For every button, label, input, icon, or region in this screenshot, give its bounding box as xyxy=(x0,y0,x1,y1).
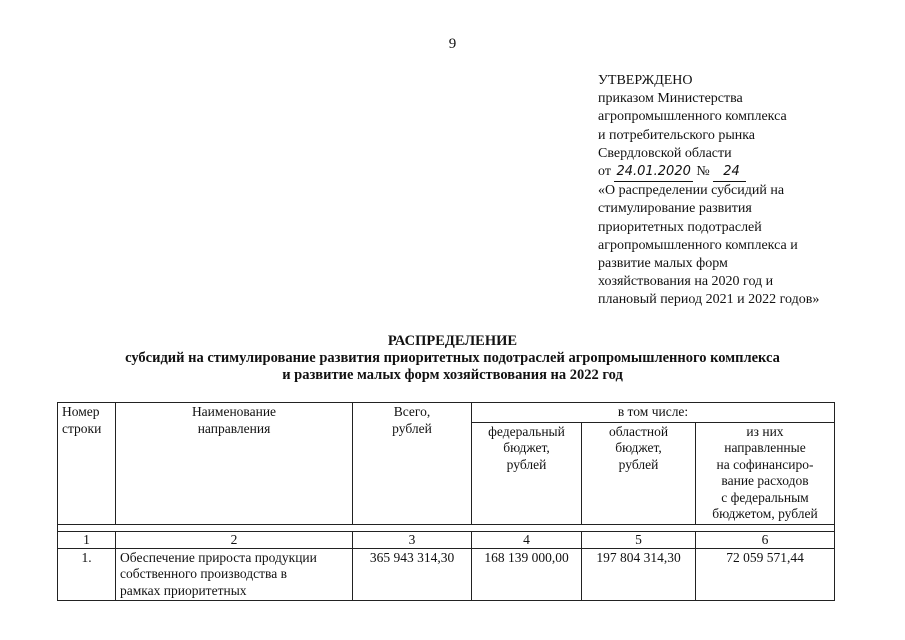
heading-subtitle: и развитие малых форм хозяйствования на 2022 год xyxy=(282,367,623,383)
approval-line: УТВЕРЖДЕНО xyxy=(598,73,693,88)
header-total: Всего, рублей xyxy=(353,403,472,525)
header-regional-budget: областной бюджет, рублей xyxy=(582,422,696,524)
page-number: 9 xyxy=(448,36,457,52)
column-number: 3 xyxy=(353,531,472,548)
column-number: 1 xyxy=(58,531,116,548)
approval-line: и потребительского рынка xyxy=(598,127,756,143)
header-federal-budget: федеральный бюджет, рублей xyxy=(472,422,582,524)
row-direction-name: Обеспечение прироста продукции собственного производства в рамках приоритетных xyxy=(116,548,353,601)
header-cofinancing: из них направленные на софинансиро- вание расходов с федеральным бюджетом, рублей xyxy=(696,422,835,524)
header-row-number: Номер строки xyxy=(58,403,116,525)
header-including: в том числе: xyxy=(472,403,835,423)
heading-subtitle: субсидий на стимулирование развития приоритетных подотраслей агропромышленного комплекса xyxy=(125,350,780,366)
order-title-line: «О распределении субсидий на xyxy=(598,183,785,199)
approval-line: приказом Министерства xyxy=(598,91,743,107)
table-spacer xyxy=(58,524,835,531)
approval-date-line xyxy=(598,163,898,182)
heading-title: РАСПРЕДЕЛЕНИЕ xyxy=(387,333,518,349)
order-title-line: приоритетных подотраслей xyxy=(598,219,762,235)
document-heading xyxy=(0,333,905,384)
table-header-row xyxy=(58,403,835,423)
order-title-line: развитие малых форм xyxy=(598,256,728,272)
order-title-line: хозяйствования на 2020 год и xyxy=(598,274,774,290)
column-number: 5 xyxy=(582,531,696,548)
handwritten-date: 24.01.2020 xyxy=(614,163,692,182)
column-number-row xyxy=(58,531,835,548)
order-title-line: агропромышленного комплекса и xyxy=(598,237,798,253)
row-regional: 197 804 314,30 xyxy=(582,548,696,601)
column-number: 4 xyxy=(472,531,582,548)
table-row xyxy=(58,548,835,601)
row-number: 1. xyxy=(58,548,116,601)
approval-line: Свердловской области xyxy=(598,145,732,161)
number-sign: № xyxy=(696,164,710,180)
row-cofinancing: 72 059 571,44 xyxy=(696,548,835,601)
header-direction-name: Наименование направления xyxy=(116,403,353,525)
date-prefix: от xyxy=(598,164,611,180)
approval-block xyxy=(598,72,898,310)
column-number: 6 xyxy=(696,531,835,548)
order-title-line: стимулирование развития xyxy=(598,201,752,217)
approval-line: агропромышленного комплекса xyxy=(598,109,787,125)
row-total: 365 943 314,30 xyxy=(353,548,472,601)
row-federal: 168 139 000,00 xyxy=(472,548,582,601)
distribution-table xyxy=(57,402,835,601)
order-title-line: плановый период 2021 и 2022 годов» xyxy=(598,292,820,308)
column-number: 2 xyxy=(116,531,353,548)
handwritten-number: 24 xyxy=(713,163,746,182)
